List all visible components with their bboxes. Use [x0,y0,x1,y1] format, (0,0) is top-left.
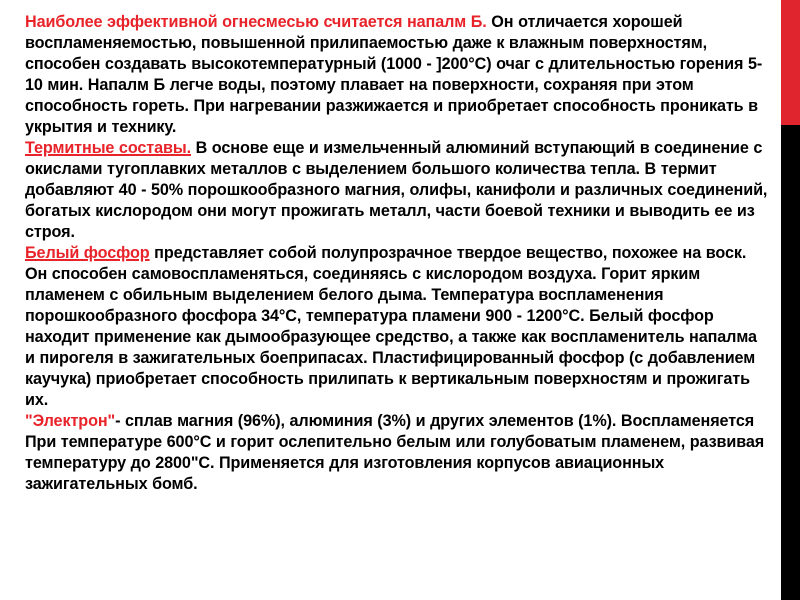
paragraph-text-napalm-b: Он отличается хорошей воспламеняемостью, повышенной прилипаемостью даже к влажным поверхностям, способен создавать высокотемпературный (1000 - ]200°С) очаг с длительностью горения 5-10 мин. Напалм Б легче воды, поэтому плавает на поверхности, сохраняя при этом способность гореть. При нагревании разжижается и приобретает способность проникать в укрытия и технику. [25,13,763,136]
paragraph-text-white-phosphorus: представляет собой полупрозрачное твердое вещество, похожее на воск. Он способен самовоспламеняться, соединяясь с кислородом воздуха. Горит ярким пламенем с обильным выделением белого дыма. Температура воспламенения порошкообразного фосфора 34°С, температура пламени 900 - 1200°С. Белый фосфор находит применение как дымообразующее средство, а также как воспламенитель напалма и пирогеля в зажигательных боеприпасах. Пластифицированный фосфор (с добавлением каучука) приобретает способность прилипать к вертикальным поверхностям и прожигать их. [25,244,757,409]
paragraph-lead-electron: "Электрон" [25,412,116,430]
paragraph-napalm-b [25,12,770,138]
document-body [25,12,770,495]
paragraph-lead-white-phosphorus: Белый фосфор [25,244,150,262]
paragraph-white-phosphorus [25,243,770,411]
decorative-edge-bar [781,0,800,600]
edge-bar-red-segment [781,0,800,125]
paragraph-lead-napalm-b: Наиболее эффективной огнесмесью считается напалм Б. [25,13,487,31]
paragraph-lead-termit: Термитные составы. [25,139,191,157]
paragraph-termit [25,138,770,243]
paragraph-text-electron: - сплав магния (96%), алюминия (3%) и других элементов (1%). Воспламеняется При температуре 600°С и горит ослепительно белым или голубоватым пламенем, развивая температуру до 2800"С. Применяется для изготовления корпусов авиационных зажигательных бомб. [25,412,765,493]
edge-bar-black-segment [781,125,800,600]
paragraph-electron [25,411,770,495]
paragraph-text-termit: В основе еще и измельченный алюминий вступающий в соединение с окислами тугоплавких металлов с выделением большого количества тепла. В термит добавляют 40 - 50% порошкообразного магния, олифы, канифоли и различных соединений, богатых кислородом они могут прожигать металл, части боевой техники и выводить ее из строя. [25,139,768,241]
